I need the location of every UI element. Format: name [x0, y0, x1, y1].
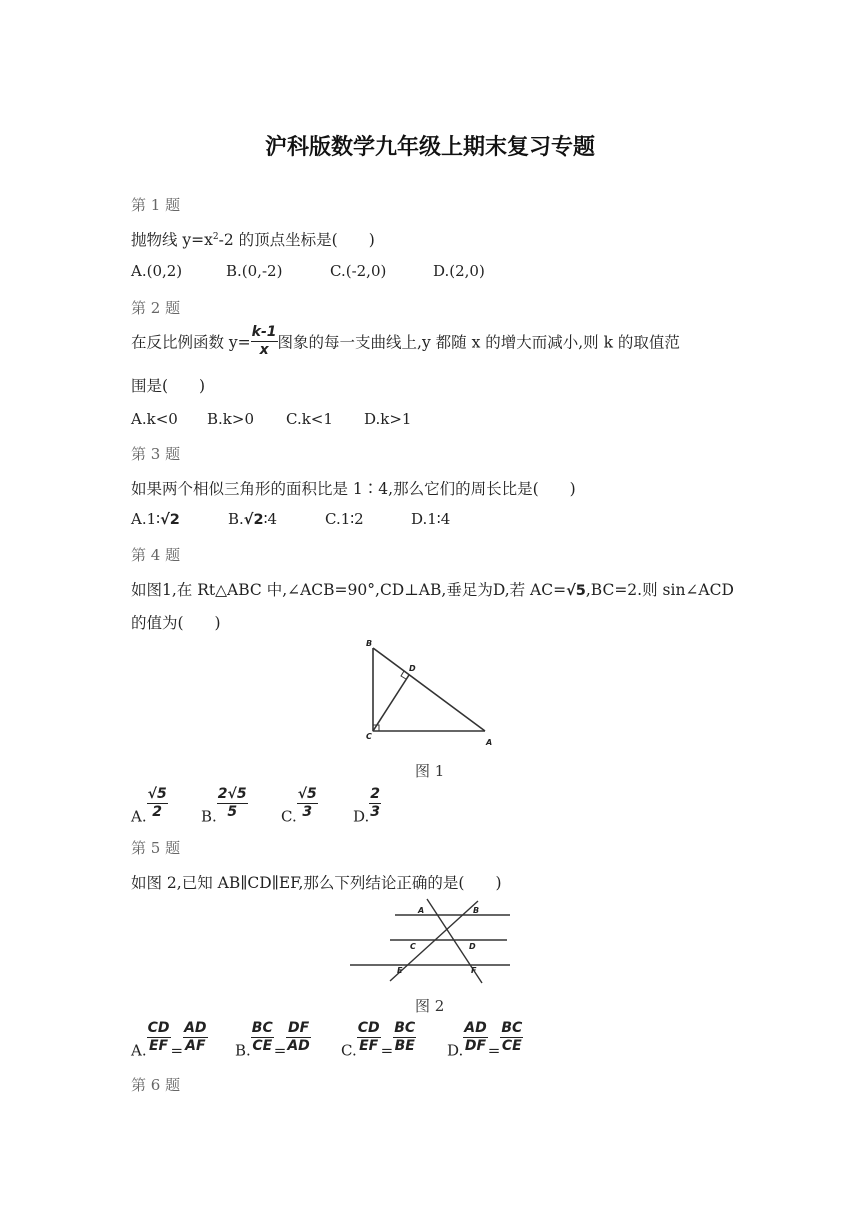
q2-text-pre: 在反比例函数 y= [131, 333, 251, 352]
fraction [183, 1020, 207, 1055]
q2-option-b: B.k>0 [207, 410, 254, 428]
q4-option-a-fraction [147, 786, 168, 821]
q2-text-post: 图象的每一支曲线上,y 都随 x 的增大而减小,则 k 的取值范 [277, 333, 680, 352]
q5-option-a-label: A. [131, 1041, 147, 1060]
q5-option-b [235, 1020, 311, 1060]
denominator: CE [501, 1038, 522, 1054]
q3-option-b [228, 510, 277, 528]
denominator: BE [394, 1038, 415, 1054]
q4-option-c-fraction [297, 786, 318, 821]
numerator: 2√5 [217, 786, 247, 802]
q4-option-b-label: B. [201, 807, 217, 826]
question-6-header: 第 6 题 [131, 1076, 181, 1094]
figure-2-caption: 图 2 [415, 997, 445, 1015]
q2-frac-denominator: x [251, 341, 278, 359]
equals-sign: = [380, 1041, 394, 1060]
numerator: √5 [147, 786, 167, 802]
question-2-text [131, 324, 680, 359]
q5-option-c [341, 1020, 416, 1060]
q4-text-pre: 如图1,在 Rt△ABC 中,∠ACB=90°,CD⊥AB,垂足为D,若 AC= [131, 581, 567, 599]
equals-sign: = [170, 1041, 184, 1060]
fraction [357, 1020, 381, 1055]
q1-option-d: D.(2,0) [433, 262, 485, 280]
question-1-text [131, 228, 375, 250]
q4-option-a-label: A. [131, 807, 147, 826]
figure-1-caption: 图 1 [415, 762, 445, 780]
q4-option-c [281, 786, 318, 826]
fraction [463, 1020, 487, 1055]
figure-2-parallel-lines [345, 895, 515, 987]
segment-cd [373, 675, 409, 731]
numerator: BC [394, 1020, 416, 1036]
q5-option-d-label: D. [447, 1041, 464, 1060]
question-2-text-line2: 围是( ) [131, 377, 206, 395]
equals-sign: = [487, 1041, 501, 1060]
numerator: AD [464, 1020, 487, 1036]
q5-option-a [131, 1020, 208, 1060]
denominator: 3 [297, 803, 318, 821]
denominator: DF [464, 1038, 487, 1054]
q4-option-b-fraction [217, 786, 248, 821]
q3-option-b-suffix: ∶4 [263, 510, 278, 528]
question-4-text [131, 578, 734, 600]
q1-superscript: 2 [212, 231, 219, 242]
denominator: AF [183, 1037, 207, 1055]
q1-option-c: C.(-2,0) [330, 262, 387, 280]
fraction [500, 1020, 523, 1055]
page-title: 沪科版数学九年级上期末复习专题 [264, 135, 595, 160]
numerator: √5 [297, 786, 317, 802]
q4-text-post: ,BC=2.则 sin∠ACD [585, 581, 734, 599]
q4-option-d-fraction [369, 786, 381, 821]
question-4-header: 第 4 题 [131, 546, 181, 564]
q4-option-c-label: C. [281, 807, 297, 826]
numerator: CD [357, 1020, 380, 1036]
denominator: 5 [217, 803, 248, 821]
q1-text-pre: 抛物线 y=x [131, 231, 213, 249]
question-1-header: 第 1 题 [131, 196, 181, 214]
q5-option-d [447, 1020, 523, 1060]
label-d: D [409, 664, 416, 673]
q2-option-c: C.k<1 [286, 410, 333, 428]
q5-option-b-label: B. [235, 1041, 251, 1060]
q3-option-a [131, 510, 180, 528]
q2-option-d: D.k>1 [364, 410, 412, 428]
question-2-header: 第 2 题 [131, 299, 181, 317]
q3-option-a-math: √2 [160, 512, 180, 528]
numerator: BC [251, 1020, 273, 1036]
equals-sign: = [273, 1041, 287, 1060]
label-b: B [366, 639, 373, 648]
denominator: 2 [147, 803, 168, 821]
transversal-be [390, 901, 478, 981]
q4-option-b [201, 786, 248, 826]
label-b: B [473, 906, 480, 915]
q4-text-math: √5 [566, 583, 586, 599]
fraction [286, 1020, 310, 1055]
question-3-text: 如果两个相似三角形的面积比是 1∶4,那么它们的周长比是( ) [131, 480, 576, 498]
label-f: F [471, 966, 477, 975]
label-d: D [469, 942, 476, 951]
question-5-text: 如图 2,已知 AB∥CD∥EF,那么下列结论正确的是( ) [131, 874, 502, 892]
q3-option-c: C.1∶2 [325, 510, 364, 528]
q4-option-d-label: D. [353, 807, 370, 826]
numerator: CD [147, 1020, 170, 1036]
numerator: 2 [370, 786, 381, 802]
numerator: DF [287, 1020, 310, 1036]
denominator: CE [252, 1038, 273, 1054]
label-e: E [397, 966, 403, 975]
q1-option-b: B.(0,-2) [226, 262, 283, 280]
question-5-header: 第 5 题 [131, 839, 181, 857]
fraction [393, 1020, 416, 1055]
q3-option-b-math: √2 [243, 512, 264, 528]
q2-fraction [251, 324, 278, 359]
denominator: 3 [370, 804, 381, 820]
q5-option-c-label: C. [341, 1041, 357, 1060]
denominator: EF [357, 1037, 381, 1055]
denominator: AD [287, 1038, 310, 1054]
q2-option-a: A.k<0 [131, 410, 178, 428]
fraction [251, 1020, 274, 1055]
denominator: EF [147, 1037, 171, 1055]
numerator: AD [184, 1020, 207, 1036]
figure-1-triangle [360, 636, 500, 750]
q3-option-b-prefix: B. [228, 510, 244, 528]
segment-ab [373, 648, 485, 731]
q1-option-a: A.(0,2) [131, 262, 183, 280]
question-4-text-line2: 的值为( ) [131, 614, 221, 632]
q3-option-a-prefix: A.1∶ [131, 510, 161, 528]
fraction [147, 1020, 171, 1055]
q4-option-d [353, 786, 381, 826]
label-c: C [366, 732, 372, 741]
numerator: BC [501, 1020, 523, 1036]
q2-frac-numerator: k-1 [251, 324, 277, 340]
label-a: A [418, 906, 425, 915]
q4-option-a [131, 786, 168, 826]
label-a: A [486, 738, 493, 747]
label-c: C [410, 942, 416, 951]
q3-option-d: D.1∶4 [411, 510, 451, 528]
q1-text-post: -2 的顶点坐标是( ) [218, 231, 375, 249]
question-3-header: 第 3 题 [131, 445, 181, 463]
